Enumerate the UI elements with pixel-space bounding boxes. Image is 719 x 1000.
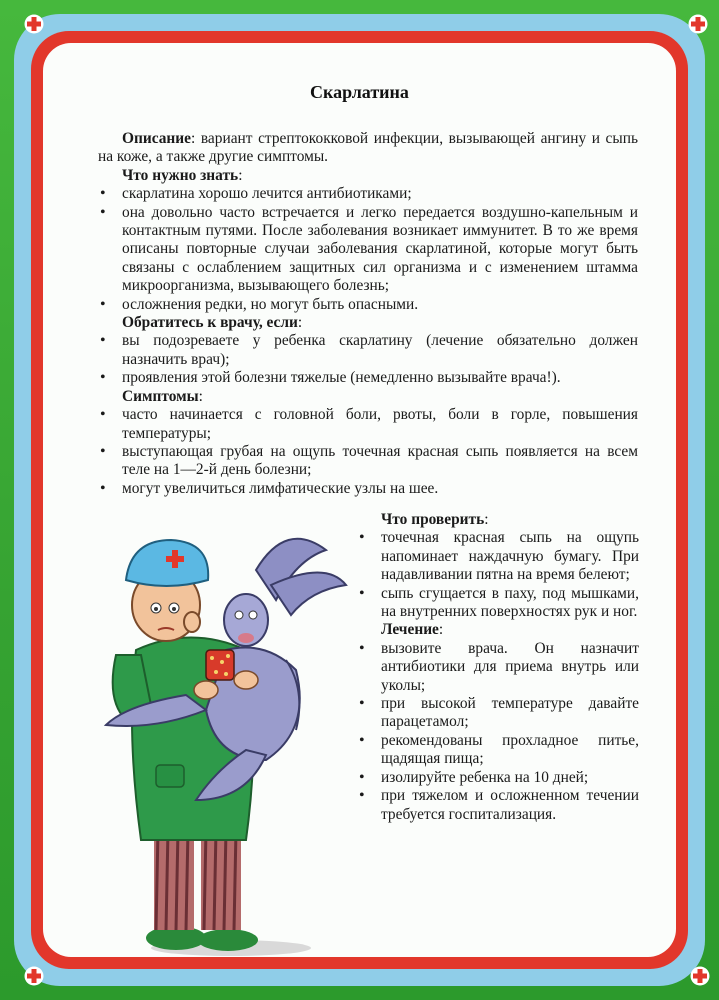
- treatment-list: [357, 640, 639, 824]
- list-item: • при тяжелом и осложненном течении требуется госпитализация.: [357, 787, 639, 824]
- list-item: • скарлатина хорошо лечится антибиотиками;: [98, 185, 638, 203]
- know-heading: Что нужно знать:: [122, 166, 243, 184]
- list-item: • вы подозреваете у ребенка скарлатину (лечение обязательно должен назначить врач);: [98, 332, 638, 369]
- list-item: • выступающая грубая на ощупь точечная красная сыпь появляется на всем теле на 1—2-й день болезни;: [98, 443, 638, 480]
- treatment-heading: Лечение:: [381, 621, 444, 639]
- list-item: • точечная красная сыпь на ощупь напоминает наждачную бумагу. При надавливании пятна на время белеют;: [357, 529, 639, 584]
- list-item: • она довольно часто встречается и легко передается воздушно-капельным и контактным путями. После заболевания возникает иммунитет. В то же время описаны повторные случаи заболевания скарлатиной, которые могут быть связаны с ослаблением защитных сил организма и с изменением штамма микроорганизма, вызывающего болезнь;: [98, 204, 638, 296]
- page-title: Скарлатина: [310, 82, 409, 102]
- list-item: • часто начинается с головной боли, рвоты, боли в горле, повышения температуры;: [98, 406, 638, 443]
- know-list: [98, 185, 638, 314]
- list-item: • при высокой температуре давайте парацетамол;: [357, 695, 639, 732]
- check-list: [357, 529, 639, 621]
- red-cross-icon: [688, 14, 706, 32]
- list-item: • рекомендованы прохладное питье, щадящая пища;: [357, 732, 639, 769]
- doctor-list: [98, 332, 638, 387]
- description-label: Описание: [122, 130, 191, 147]
- check-heading: Что проверить:: [381, 511, 489, 528]
- red-cross-icon: [24, 14, 42, 32]
- doctor-heading: Обратитесь к врачу, если:: [122, 314, 303, 332]
- red-cross-icon: [690, 966, 708, 984]
- list-item: • сыпь сгущается в паху, под мышками, на внутренних поверхностях рук и ног.: [357, 585, 639, 622]
- symptoms-heading: Симптомы:: [122, 387, 203, 405]
- list-item: • могут увеличиться лимфатические узлы на шее.: [98, 480, 638, 498]
- doctor-with-hare-illustration: [96, 530, 361, 960]
- list-item: • осложнения редки, но могут быть опасными.: [98, 296, 638, 314]
- list-item: • изолируйте ребенка на 10 дней;: [357, 769, 639, 787]
- description-paragraph: [98, 130, 638, 167]
- symptoms-list: [98, 406, 638, 498]
- description-text: : вариант стрептококковой инфекции, вызывающей ангину и сыпь на коже, а также другие симптомы.: [98, 130, 638, 166]
- list-item: • вызовите врача. Он назначит антибиотики для приема внутрь или уколы;: [357, 640, 639, 695]
- right-column-text: [357, 511, 639, 824]
- main-text: [98, 130, 638, 498]
- red-cross-icon: [24, 966, 42, 984]
- list-item: • проявления этой болезни тяжелые (немедленно вызывайте врача!).: [98, 369, 638, 387]
